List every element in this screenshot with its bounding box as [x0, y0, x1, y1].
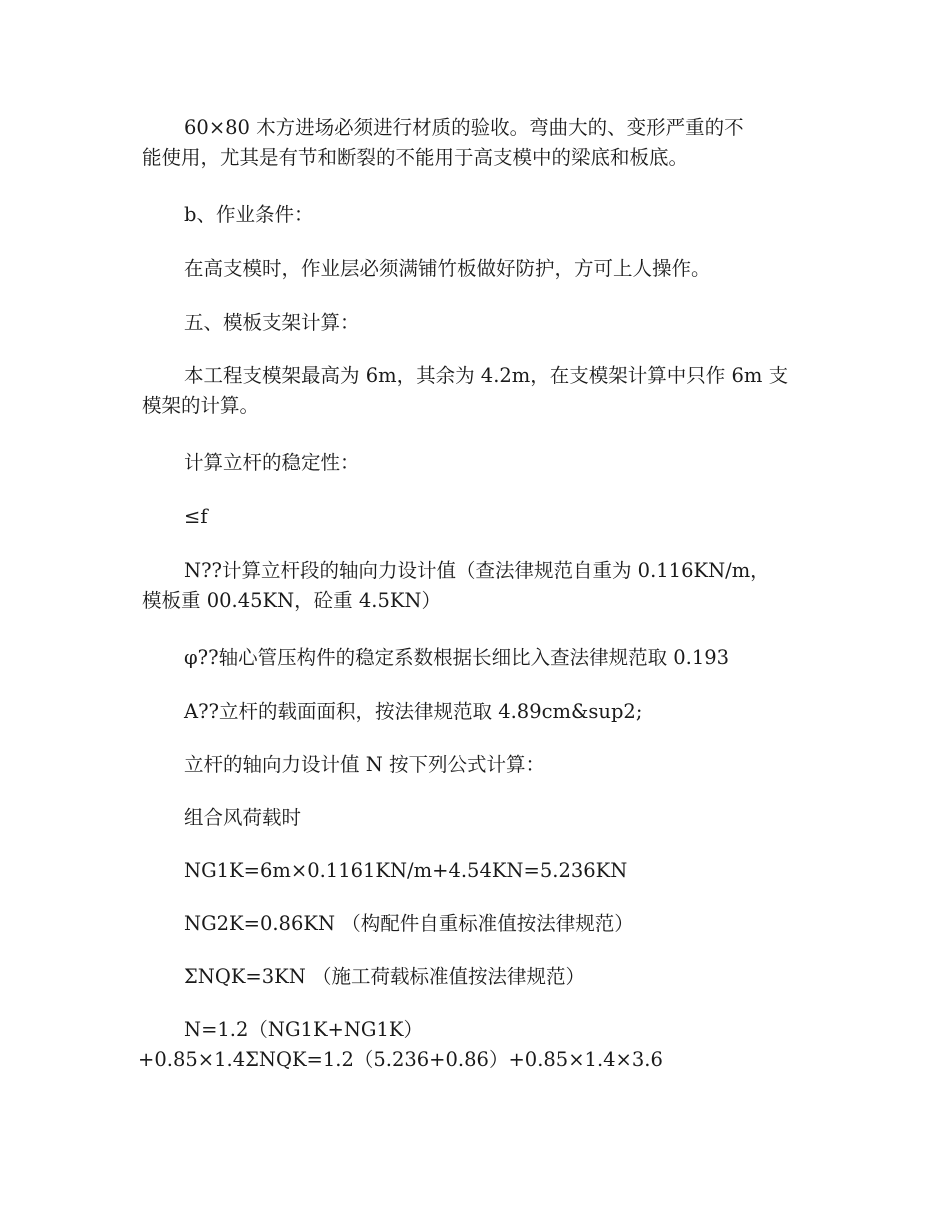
formula-stability — [142, 502, 814, 532]
paragraph-wind-load-combination — [142, 803, 814, 833]
text-line: 能使用，尤其是有节和断裂的不能用于高支模中的梁底和板底。 — [142, 146, 689, 169]
text-line: 组合风荷载时 — [184, 806, 302, 829]
definition-n — [142, 556, 814, 616]
text-line: 60×80 木方进场必须进行材质的验收。弯曲大的、变形严重的不 — [184, 116, 744, 139]
paragraph-work-conditions-heading — [142, 200, 814, 230]
text-line: φ??轴心管压构件的稳定系数根据长细比入查法律规范取 0.193 — [184, 646, 730, 669]
text-line: 计算立杆的稳定性： — [184, 451, 360, 474]
paragraph-axial-force-formula-intro — [142, 750, 814, 780]
text-line: b、作业条件： — [184, 203, 314, 226]
paragraph-work-conditions — [142, 254, 814, 284]
section-heading-formwork-calculation — [142, 308, 814, 338]
paragraph-project-height — [142, 361, 814, 421]
formula-ng1k — [142, 856, 814, 886]
definition-phi — [142, 643, 814, 673]
text-line: ≤f — [184, 505, 208, 528]
paragraph-stability-heading — [142, 448, 814, 478]
text-line: 立杆的轴向力设计值 N 按下列公式计算： — [184, 753, 545, 776]
text-line: 本工程支模架最高为 6m，其余为 4.2m，在支模架计算中只作 6m 支 — [184, 364, 789, 387]
text-line: 五、模板支架计算： — [184, 311, 360, 334]
formula-ng2k — [142, 909, 814, 939]
text-line: NG2K=0.86KN （构配件自重标准值按法律规范） — [184, 912, 634, 935]
text-line: 模架的计算。 — [142, 394, 260, 417]
definition-a — [142, 697, 814, 727]
text-line: A??立杆的载面面积，按法律规范取 4.89cm&sup2; — [184, 700, 643, 723]
text-line: ΣNQK=3KN （施工荷载标准值按法律规范） — [184, 965, 585, 988]
formula-sum-nqk — [142, 962, 814, 992]
text-line: +0.85×1.4ΣNQK=1.2（5.236+0.86）+0.85×1.4×3.6 — [138, 1048, 663, 1071]
text-line: N=1.2（NG1K+NG1K） — [184, 1018, 423, 1041]
text-line: NG1K=6m×0.1161KN/m+4.54KN=5.236KN — [184, 859, 628, 882]
text-line: 在高支模时，作业层必须满铺竹板做好防护，方可上人操作。 — [184, 257, 711, 280]
paragraph-timber-inspection — [142, 113, 814, 173]
text-line: 模板重 00.45KN，砼重 4.5KN） — [142, 589, 441, 612]
text-line: N??计算立杆段的轴向力设计值（查法律规范自重为 0.116KN/m， — [184, 559, 770, 582]
formula-n — [138, 1015, 814, 1075]
